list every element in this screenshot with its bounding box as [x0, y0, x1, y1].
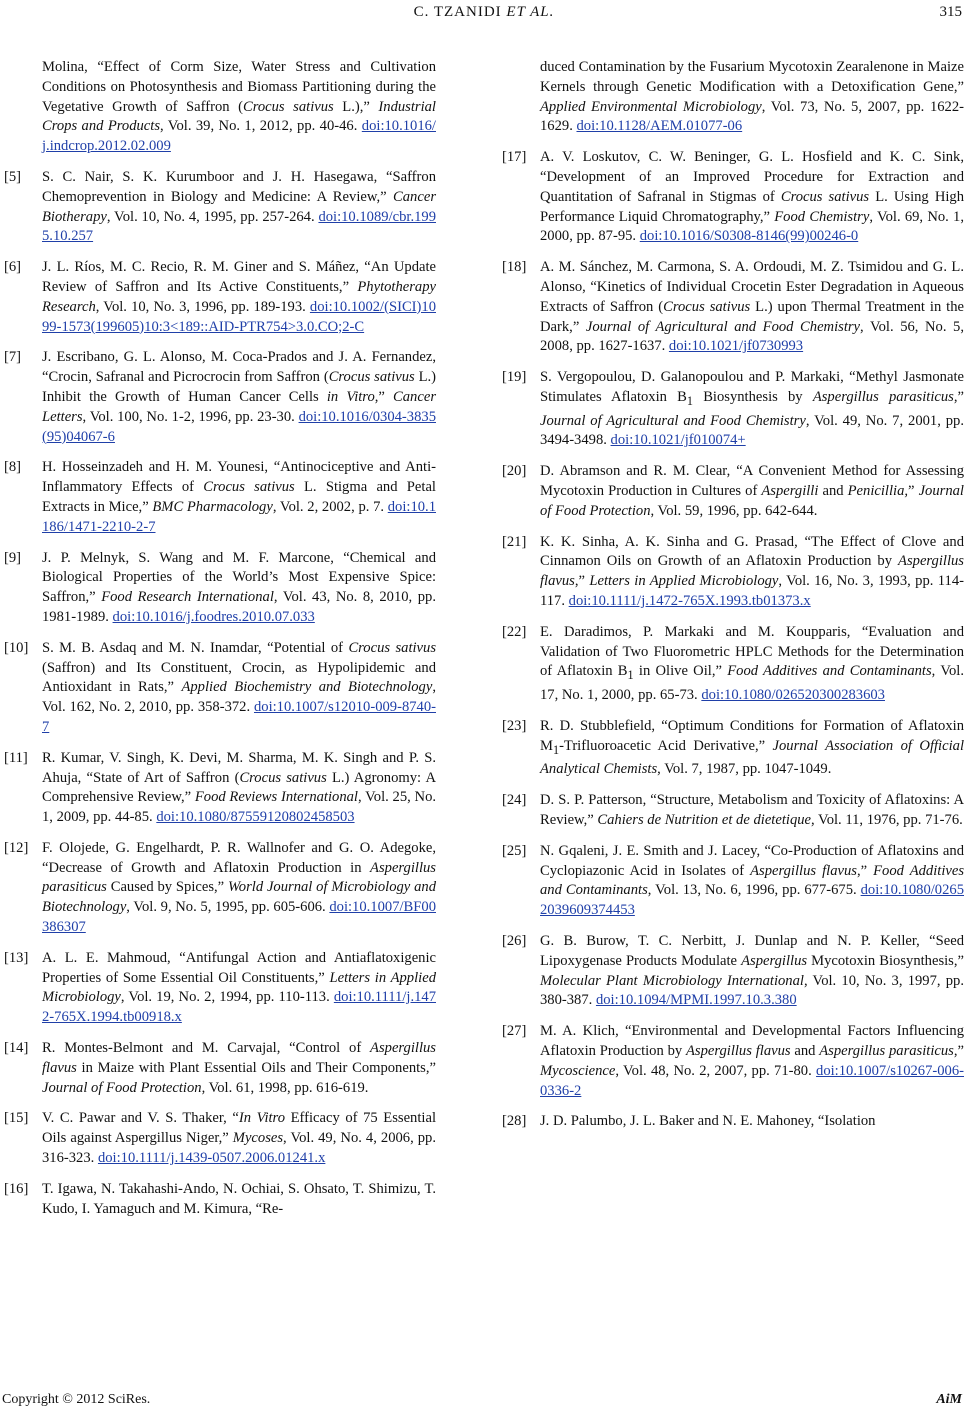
- reference-entry: [4, 549, 436, 628]
- reference-text: Efficacy of 75 Essential Oils against Aspergillus Niger,”: [42, 1110, 436, 1147]
- italic-text: Crocus sativus: [663, 298, 751, 315]
- reference-text: ,”: [856, 862, 874, 879]
- reference-text: A. L. E. Mahmoud, “Antifungal Action and Antiaflatoxigenic Properties of Some Essential Oil Constituents,”: [42, 949, 436, 986]
- reference-text: G. B. Burow, T. C. Nerbitt, J. Dunlap and N. P. Keller, “Seed Lipoxygenase Products Modulate: [540, 933, 964, 969]
- italic-text: Aspergillus flavus: [685, 1042, 791, 1059]
- italic-text: Letters in Applied Microbiology: [42, 969, 436, 1006]
- reference-text: in Olive Oil,”: [633, 663, 728, 680]
- reference-text: , Vol. 100, No. 1-2, 1996, pp. 23-30.: [82, 408, 299, 425]
- reference-text: Molina, “Effect of Corm Size, Water Stress and Cultivation Conditions on Photosynthesis and Biomass Partitioning during the Vegetative Growth of Saffron (: [42, 59, 436, 115]
- italic-text: Mycoses: [232, 1130, 284, 1147]
- reference-text: M. A. Klich, “Environmental and Developmental Factors Influencing Aflatoxin Production by: [540, 1023, 964, 1059]
- reference-number: [27]: [502, 1023, 527, 1040]
- reference-number: [15]: [4, 1110, 29, 1127]
- italic-text: World Journal of Microbiology and Biotechnology: [42, 879, 436, 916]
- reference-text: , Vol. 11, 1976, pp. 71-76.: [811, 812, 963, 829]
- subscript: 1: [627, 668, 634, 683]
- reference-text: Caused by Spices,”: [106, 879, 228, 896]
- reference-text: D. S. P. Patterson, “Structure, Metabolism and Toxicity of Aflatoxins: A Review,”: [540, 792, 964, 829]
- doi-link[interactable]: doi:10.1016/j.indcrop.2012.02.009: [42, 118, 436, 155]
- reference-text: V. C. Pawar and V. S. Thaker, “: [42, 1110, 239, 1127]
- reference-text: A. M. Sánchez, M. Carmona, S. A. Ordoudi, M. Z. Tsimidou and G. L. Alonso, “Kinetics of Individual Crocetin Ester Degradation in Aqueous Extracts of Saffron (: [540, 259, 964, 315]
- italic-text: Cancer Biotherapy: [42, 188, 436, 225]
- reference-entry: [4, 839, 436, 938]
- reference-text: L.),”: [333, 98, 379, 115]
- reference-text: F. Olojede, G. Engelhardt, P. R. Wallnofer and G. O. Adegoke, “Decrease of Growth and Aflatoxin Production in: [42, 839, 436, 876]
- reference-number: [26]: [502, 933, 527, 949]
- reference-text: Mycotoxin Biosynthesis,”: [807, 952, 964, 969]
- reference-entry: [502, 258, 964, 357]
- reference-entry: [4, 348, 436, 447]
- doi-link[interactable]: doi:10.1002/(SICI)1099-1573(199605)10:3<189::AID-PTR754>3.0.CO;2-C: [42, 298, 436, 335]
- doi-link[interactable]: doi:10.1089/cbr.1995.10.257: [42, 208, 436, 245]
- reference-text: , Vol. 17, No. 1, 2000, pp. 65-73.: [540, 663, 964, 704]
- reference-number: [25]: [502, 842, 527, 859]
- reference-entry: [502, 842, 964, 921]
- reference-entry: [4, 1109, 436, 1168]
- italic-text: Journal Association of Official Analytical Chemists: [540, 737, 964, 778]
- reference-text: ”: [908, 483, 919, 500]
- reference-entry: [4, 949, 436, 1028]
- reference-text: R. Kumar, V. Singh, K. Devi, M. Sharma, M. K. Singh and P. S. Ahuja, “State of Art of Saffron (: [42, 749, 436, 786]
- reference-text: , Vol. 25, No. 1, 2009, pp. 44-85.: [42, 789, 437, 826]
- italic-text: Food Research International: [101, 589, 274, 606]
- reference-text: A. V. Loskutov, C. W. Beninger, G. L. Hosfield and K. C. Sink, “Development of an Improved Procedure for Extraction and Quantitation of Safranal in Stigmas of: [540, 149, 964, 205]
- reference-entry: [502, 533, 964, 612]
- reference-text: , Vol. 69, No. 1, 2000, pp. 87-95.: [540, 208, 964, 245]
- reference-text: L. Using High Performance Liquid Chromatography,”: [540, 188, 965, 225]
- reference-number: [12]: [4, 839, 29, 856]
- italic-text: Crocus sativus: [239, 769, 327, 786]
- reference-text: in Maize with Plant Essential Oils and Their Components,”: [76, 1059, 436, 1076]
- reference-number: [28]: [502, 1113, 527, 1130]
- reference-text: ,”: [374, 388, 394, 405]
- copyright-notice: Copyright © 2012 SciRes.: [2, 1392, 151, 1407]
- italic-text: Aspergillus parasiticus: [42, 859, 436, 896]
- subscript: 1: [552, 742, 560, 757]
- reference-number: [16]: [4, 1180, 29, 1197]
- reference-text: , Vol. 49, No. 4, 2006, pp. 316-323.: [42, 1130, 437, 1167]
- references-right-column: [502, 58, 964, 1143]
- doi-link[interactable]: doi:10.1021/jf0730993: [668, 338, 804, 355]
- page-footer: [0, 1392, 968, 1412]
- italic-text: Aspergilli: [761, 483, 819, 500]
- reference-number: [19]: [502, 369, 527, 386]
- italic-text: Phytotherapy Research: [42, 278, 436, 315]
- italic-text: BMC Pharmacology: [152, 498, 273, 515]
- reference-text: and: [790, 1042, 820, 1059]
- doi-link[interactable]: doi:10.1016/S0308-8146(99)00246-0: [639, 228, 859, 245]
- doi-link[interactable]: doi:10.1007/BF00386307: [42, 899, 436, 936]
- reference-text: , Vol. 16, No. 3, 1993, pp. 114-117.: [540, 573, 964, 610]
- reference-text: T. Igawa, N. Takahashi-Ando, N. Ochiai, S. Ohsato, T. Shimizu, T. Kudo, I. Yamaguch and M. Kimura, “Re-: [42, 1180, 436, 1217]
- reference-text: D. Abramson and R. M. Clear, “A Convenient Method for Assessing Mycotoxin Production in Cultures of: [540, 463, 964, 500]
- italic-text: Crocus sativus: [203, 479, 295, 496]
- doi-link[interactable]: doi:10.1007/s10267-006-0336-2: [540, 1062, 964, 1099]
- reference-entry: [4, 168, 436, 247]
- page-number: 315: [939, 4, 962, 20]
- italic-text: Journal of Agricultural and Food Chemistry: [585, 318, 861, 335]
- reference-entry: [502, 1112, 964, 1132]
- reference-text: L. Stigma and Petal Extracts in Mice,”: [42, 479, 436, 515]
- doi-link[interactable]: doi:10.1128/AEM.01077-06: [576, 118, 743, 135]
- reference-text: H. Hosseinzadeh and H. M. Younesi, “Antinociceptive and Anti-Inflammatory Effects of: [42, 459, 436, 496]
- reference-text: , Vol. 43, No. 8, 2010, pp. 1981-1989.: [42, 589, 436, 625]
- reference-text: J. P. Melnyk, S. Wang and M. F. Marcone, “Chemical and Biological Properties of the World’s Most Expensive Spice: Saffron,”: [42, 549, 436, 606]
- reference-entry: [502, 932, 964, 1011]
- italic-text: Food Additives and Contaminants: [727, 663, 932, 680]
- italic-text: Applied Biochemistry and Biotechnology: [181, 679, 433, 696]
- reference-text: , Vol. 10, No. 3, 1997, pp. 380-387.: [540, 972, 964, 1009]
- reference-number: [23]: [502, 717, 527, 734]
- italic-text: Cahiers de Nutrition et de dietetique: [597, 812, 812, 829]
- reference-entry: [4, 458, 436, 537]
- reference-number: [21]: [502, 533, 527, 550]
- reference-text: N. Gqaleni, J. E. Smith and J. Lacey, “Co-Production of Aflatoxins and Cyclopiazonic Acid in Isolates of: [540, 842, 964, 879]
- reference-number: [24]: [502, 792, 527, 809]
- reference-entry: [4, 58, 436, 157]
- running-title-etal: ET AL.: [506, 4, 555, 20]
- page-header: [0, 4, 968, 28]
- reference-entry: [502, 1022, 964, 1101]
- reference-text: , Vol. 19, No. 2, 1994, pp. 110-113.: [120, 989, 334, 1006]
- reference-text: , Vol. 2, 2002, p. 7.: [272, 498, 388, 515]
- reference-text: R. Montes-Belmont and M. Carvajal, “Control of: [42, 1040, 371, 1057]
- reference-entry: [4, 749, 436, 828]
- italic-text: In Vitro: [238, 1110, 285, 1127]
- italic-text: Molecular Plant Microbiology International: [540, 972, 804, 989]
- reference-text: duced Contamination by the Fusarium Mycotoxin Zearalenone in Maize Kernels through Genetic Modification with a Detoxification Gene,”: [540, 59, 964, 95]
- reference-number: [6]: [4, 259, 22, 276]
- doi-link[interactable]: doi:10.1111/j.1472-765X.1993.tb01373.x: [568, 593, 811, 610]
- reference-entry: [502, 148, 964, 247]
- doi-link[interactable]: doi:10.1080/02652039609374453: [540, 882, 964, 919]
- italic-text: Letters in Applied Microbiology: [589, 573, 779, 590]
- italic-text: Food Additives and Contaminants: [540, 862, 965, 899]
- reference-number: [20]: [502, 463, 527, 480]
- reference-text: , Vol. 49, No. 7, 2001, pp. 3494-3498.: [540, 412, 965, 449]
- reference-entry: [502, 791, 964, 831]
- italic-text: Journal of Food Protection: [540, 483, 964, 519]
- reference-text: ,”: [953, 1042, 964, 1059]
- reference-number: [8]: [4, 459, 22, 476]
- reference-number: [22]: [502, 623, 527, 640]
- italic-text: Crocus sativus: [328, 369, 415, 386]
- italic-text: Cancer Letters: [42, 388, 436, 425]
- italic-text: Aspergillus parasiticus: [819, 1042, 954, 1059]
- reference-text: , Vol. 10, No. 3, 1996, pp. 189-193.: [95, 298, 310, 315]
- reference-text: L.) Agronomy: A Comprehensive Review,”: [42, 769, 437, 806]
- reference-entry: [502, 368, 964, 451]
- reference-text: , Vol. 9, No. 5, 1995, pp. 605-606.: [126, 899, 330, 916]
- reference-text: , Vol. 10, No. 4, 1995, pp. 257-264.: [106, 208, 319, 225]
- italic-text: Crocus sativus: [780, 188, 870, 205]
- reference-number: [18]: [502, 259, 527, 276]
- reference-text: S. C. Nair, S. K. Kurumboor and J. H. Hasegawa, “Saffron Chemoprevention in Biology and Medicine: A Review,”: [42, 168, 436, 205]
- italic-text: Mycoscience: [540, 1062, 616, 1079]
- doi-link[interactable]: doi:10.1016/j.foodres.2010.07.033: [112, 608, 315, 625]
- running-title-author: C. TZANIDI: [413, 4, 502, 20]
- references-left-column: [4, 58, 436, 1230]
- reference-number: [7]: [4, 349, 22, 366]
- reference-number: [9]: [4, 549, 22, 566]
- reference-text: J. L. Ríos, M. C. Recio, R. M. Giner and S. Máñez, “An Update Review of Saffron and Its Active Constituents,”: [42, 259, 436, 295]
- italic-text: Aspergillus flavus: [42, 1040, 436, 1076]
- reference-number: [13]: [4, 949, 29, 966]
- reference-text: , Vol. 48, No. 2, 2007, pp. 71-80.: [615, 1062, 817, 1079]
- reference-text: ,”: [953, 388, 964, 405]
- reference-text: S. M. B. Asdaq and M. N. Inamdar, “Potential of: [42, 639, 349, 656]
- reference-text: and: [818, 483, 848, 500]
- reference-entry: [4, 1039, 436, 1098]
- reference-number: [11]: [4, 749, 28, 766]
- reference-text: R. D. Stubblefield, “Optimum Conditions for Formation of Aflatoxin M: [540, 717, 964, 754]
- reference-text: , Vol. 56, No. 5, 2008, pp. 1627-1637.: [540, 318, 965, 355]
- doi-link[interactable]: doi:10.1021/jf010074+: [610, 432, 746, 449]
- italic-text: Industrial Crops and Products: [42, 98, 436, 135]
- reference-entry: [502, 623, 964, 706]
- reference-entry: [4, 1180, 436, 1220]
- reference-entry: [502, 717, 964, 780]
- italic-text: Aspergillus flavus: [540, 553, 964, 590]
- reference-text: L.) upon Thermal Treatment in the Dark,”: [540, 298, 965, 335]
- journal-abbrev: AiM: [936, 1392, 962, 1407]
- reference-text: ,”: [574, 573, 590, 590]
- doi-link[interactable]: doi:10.1186/1471-2210-2-7: [42, 498, 436, 535]
- reference-text: L.) Inhibit the Growth of Human Cancer Cells: [42, 369, 436, 405]
- reference-text: , Vol. 59, 1996, pp. 642-644.: [650, 502, 818, 519]
- doi-link[interactable]: doi:10.1111/j.1439-0507.2006.01241.x: [97, 1150, 326, 1167]
- italic-text: Food Reviews International: [194, 789, 358, 806]
- italic-text: Crocus sativus: [348, 639, 437, 656]
- reference-text: , Vol. 7, 1987, pp. 1047-1049.: [657, 761, 832, 778]
- italic-text: Applied Environmental Microbiology: [540, 98, 762, 115]
- reference-text: , Vol. 13, No. 6, 1996, pp. 677-675.: [647, 882, 861, 899]
- running-title: [0, 4, 968, 21]
- doi-link[interactable]: doi:10.1080/026520300283603: [701, 687, 885, 704]
- italic-text: Journal of Food Protection: [42, 1079, 202, 1096]
- italic-text: Journal of Agricultural and Food Chemistry: [540, 412, 806, 429]
- italic-text: Aspergillus flavus: [750, 862, 857, 879]
- reference-text: J. Escribano, G. L. Alonso, M. Coca-Prados and J. A. Fernandez, “Crocin, Safranal and Picrocrocin from Saffron (: [42, 349, 436, 386]
- doi-link[interactable]: doi:10.1007/s12010-009-8740-7: [42, 699, 436, 735]
- reference-entry: [4, 639, 436, 738]
- doi-link[interactable]: doi:10.1111/j.1472-765X.1994.tb00918.x: [42, 989, 436, 1026]
- reference-text: S. Vergopoulou, D. Galanopoulou and P. Markaki, “Methyl Jasmonate Stimulates Aflatoxin B: [540, 369, 964, 405]
- reference-text: , Vol. 61, 1998, pp. 616-619.: [201, 1079, 369, 1096]
- reference-text: E. Daradimos, P. Markaki and M. Koupparis, “Evaluation and Validation of Two Fluorometric HPLC Methods for the Determination of Aflatoxin B: [540, 623, 964, 680]
- reference-text: , Vol. 39, No. 1, 2012, pp. 40-46.: [160, 118, 362, 135]
- reference-entry: [502, 58, 964, 137]
- reference-number: [17]: [502, 149, 527, 166]
- italic-text: Crocus sativus: [242, 98, 334, 115]
- reference-number: [5]: [4, 168, 22, 185]
- reference-text: (Saffron) and Its Constituent, Crocin, as Hypolipidemic and Antioxidant in Rats,”: [42, 659, 436, 696]
- reference-text: Biosynthesis by: [692, 388, 813, 405]
- reference-entry: [4, 258, 436, 337]
- doi-link[interactable]: doi:10.1094/MPMI.1997.10.3.380: [595, 992, 797, 1009]
- reference-text: K. K. Sinha, A. K. Sinha and G. Prasad, “The Effect of Clove and Cinnamon Oils on Growth of an Aflatoxin Production by: [540, 533, 964, 570]
- reference-text: , Vol. 73, No. 5, 2007, pp. 1622-1629.: [540, 98, 964, 135]
- italic-text: Penicillia,: [847, 483, 909, 500]
- italic-text: Aspergillus parasiticus: [812, 388, 954, 405]
- doi-link[interactable]: doi:10.1016/0304-3835(95)04067-6: [42, 408, 436, 445]
- italic-text: in Vitro: [326, 388, 375, 405]
- reference-text: J. D. Palumbo, J. L. Baker and N. E. Mahoney, “Isolation: [540, 1113, 876, 1130]
- subscript: 1: [686, 393, 693, 408]
- italic-text: Food Chemistry: [774, 208, 870, 225]
- reference-number: [14]: [4, 1040, 29, 1057]
- reference-text: , Vol. 162, No. 2, 2010, pp. 358-372.: [42, 679, 436, 716]
- reference-number: [10]: [4, 639, 29, 656]
- doi-link[interactable]: doi:10.1080/87559120802458503: [156, 809, 355, 826]
- reference-text: -Trifluoroacetic Acid Derivative,”: [559, 737, 773, 754]
- reference-entry: [502, 462, 964, 521]
- italic-text: Aspergillus: [741, 952, 808, 969]
